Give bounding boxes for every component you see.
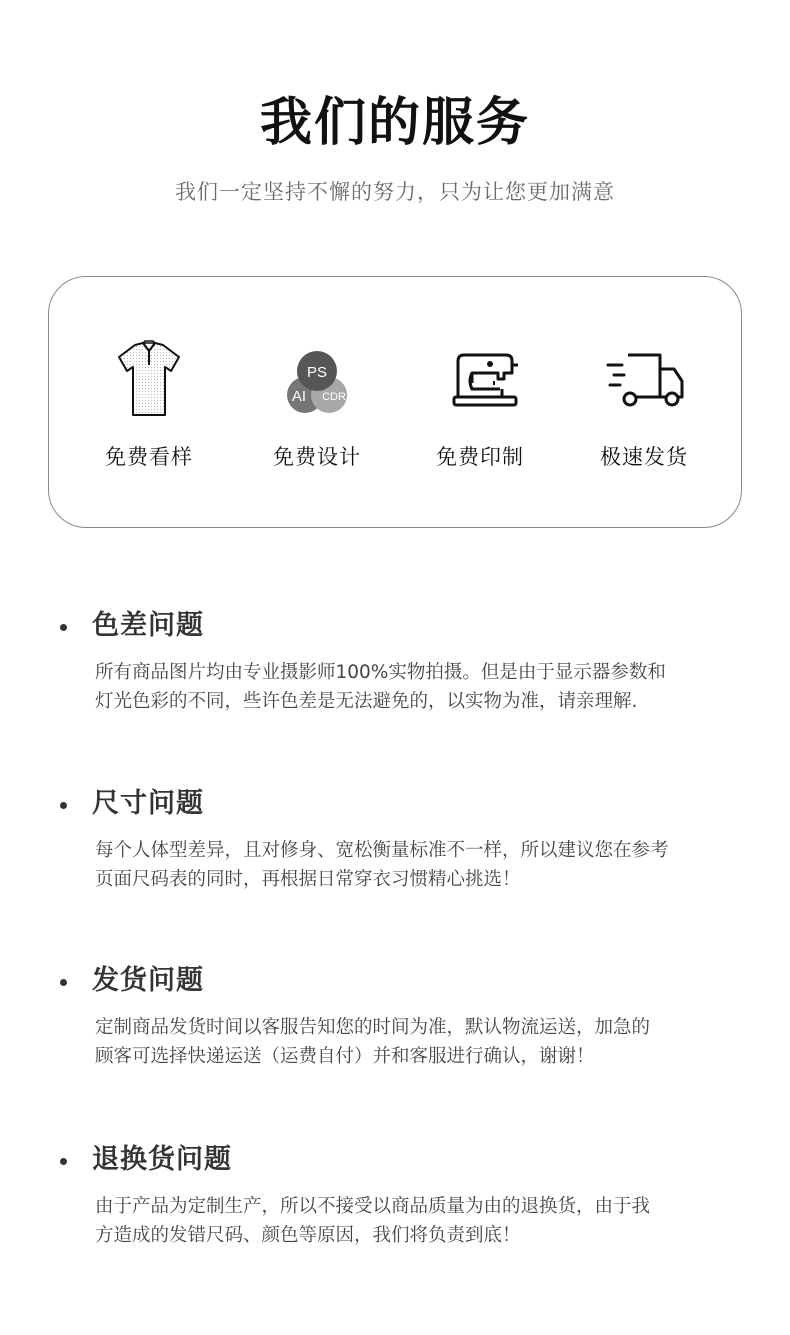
service-label: 极速发货 [600, 445, 688, 469]
service-free-printing[interactable] [400, 277, 560, 527]
page-title [0, 92, 790, 154]
service-free-design[interactable] [237, 277, 397, 527]
bullet-icon [60, 624, 67, 631]
faq-heading: 色差问题 [92, 610, 204, 641]
faq-heading: 发货问题 [92, 965, 204, 996]
faq-line: 所有商品图片均由专业摄影师100%实物拍摄。但是由于显示器参数和 [95, 662, 666, 683]
service-free-sample[interactable] [69, 277, 229, 527]
faq-body [95, 1192, 715, 1250]
faq-heading: 尺寸问题 [92, 788, 204, 819]
faq-body [95, 836, 715, 894]
ps-badge: PS [306, 364, 328, 381]
faq-line: 页面尺码表的同时，再根据日常穿衣习惯精心挑选！ [95, 869, 521, 890]
sewing-machine-icon [430, 339, 530, 419]
faq-line: 定制商品发货时间以客服告知您的时间为准，默认物流运送，加急的 [95, 1017, 651, 1038]
service-label: 免费印制 [436, 445, 524, 469]
polo-shirt-icon [99, 339, 199, 419]
faq-line: 顾客可选择快递运送（运费自付）并和客服进行确认，谢谢！ [95, 1046, 595, 1067]
delivery-truck-icon [594, 339, 694, 419]
faq-heading: 退换货问题 [92, 1144, 232, 1175]
ai-badge: AI [291, 388, 307, 405]
services-card [48, 276, 742, 528]
bullet-icon [60, 979, 67, 986]
faq-line: 灯光色彩的不同，些许色差是无法避免的，以实物为准，请亲理解. [95, 691, 638, 712]
bullet-icon [60, 1158, 67, 1165]
page-title-highlight: 服务 [422, 93, 531, 153]
bullet-icon [60, 802, 67, 809]
design-software-icon [267, 339, 367, 419]
faq-line: 由于产品为定制生产，所以不接受以商品质量为由的退换货，由于我 [95, 1196, 651, 1217]
page-subtitle: 我们一定坚持不懈的努力，只为让您更加满意 [175, 180, 615, 204]
faq-line: 方造成的发错尺码、颜色等原因，我们将负责到底！ [95, 1225, 521, 1246]
service-label: 免费看样 [105, 445, 193, 469]
page-title-prefix: 我们的 [259, 93, 422, 153]
faq-body [95, 658, 715, 716]
faq-body [95, 1013, 715, 1071]
faq-line: 每个人体型差异，且对修身、宽松衡量标准不一样，所以建议您在参考 [95, 840, 669, 861]
service-label: 免费设计 [273, 445, 361, 469]
service-fast-delivery[interactable] [564, 277, 724, 527]
cdr-badge: CDR [322, 391, 346, 403]
